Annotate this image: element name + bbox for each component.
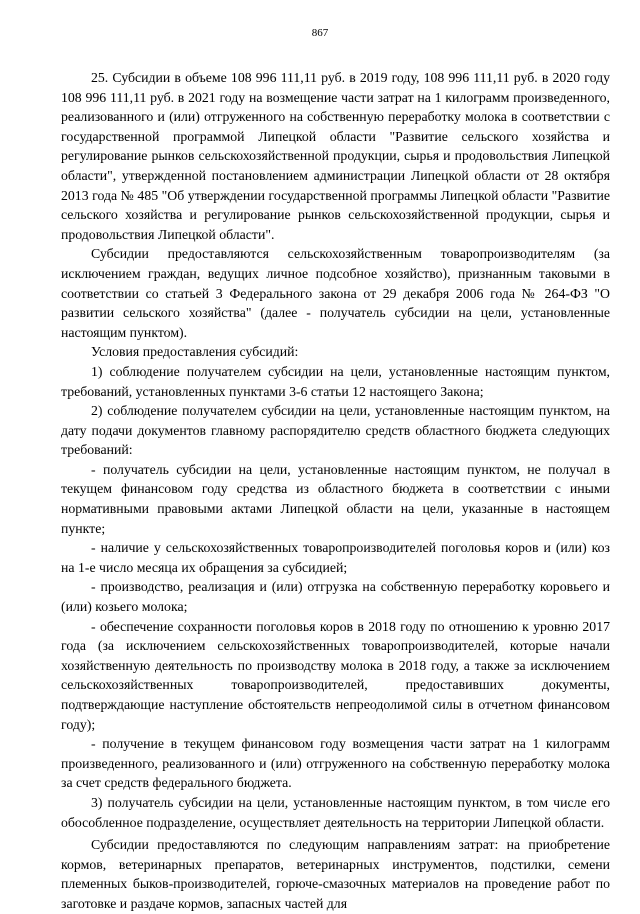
- paragraph-expense-directions: Субсидии предоставляются по следующим направлениям затрат: на приобретение кормов, ветеринарных препаратов, ветеринарных инструментов, подстилки, семени племенных быков-производителей, горюче-смазочных материалов на проведение работ по заготовке и раздаче кормов, запасных частей для: [61, 837, 610, 911]
- paragraph-condition-1: 1) соблюдение получателем субсидии на цели, установленные настоящим пунктом, требований, установленных пунктами 3-6 статьи 12 настоящего Закона;: [61, 363, 610, 399]
- paragraph-condition-2: 2) соблюдение получателем субсидии на цели, установленные настоящим пунктом, на дату подачи документов главному распорядителю средств областного бюджета следующих требований:: [61, 403, 610, 458]
- paragraph-recipients: Субсидии предоставляются сельскохозяйственным товаропроизводителям (за исключением граждан, ведущих личное подсобное хозяйство), признанным таковыми в соответствии со статьей 3 Федерального закона от 29 декабря 2006 года № 264-ФЗ "О развитии сельского хозяйства" (далее - получатель субсидии на цели, установленные настоящим пунктом).: [61, 246, 610, 340]
- paragraph-conditions-heading: Условия предоставления субсидий:: [91, 344, 299, 360]
- paragraph-requirement-production: - производство, реализация и (или) отгрузка на собственную переработку коровьего и (или) козьего молока;: [61, 579, 610, 615]
- paragraph-requirement-herd-preservation: - обеспечение сохранности поголовья коров в 2018 году по отношению к уровню 2017 года (за исключением сельскохозяйственных товаропроизводителей, которые начали хозяйственную деятельность по производству молока в 2018 году, а также за исключением сельскохозяйственных товаропроизводителей, предоставивших документы, подтверждающие наступление обстоятельств непреодолимой силы в отчетном финансовом году);: [61, 618, 610, 732]
- paragraph-item-25-subsidies: 25. Субсидии в объеме 108 996 111,11 руб. в 2019 году, 108 996 111,11 руб. в 2020 году 108 996 111,11 руб. в 2021 году на возмещение части затрат на 1 килограмм произведенного, реализованного и (или) отгруженного на собственную переработку молока в соответствии с государственной программой Липецкой области "Развитие сельского хозяйства и регулирование рынков сельскохозяйственной продукции, сырья и продовольствия Липецкой области", утвержденной постановлением администрации Липецкой области от 28 октября 2013 года № 485 "Об утверждении государственной программы Липецкой области "Развитие сельского хозяйства и регулирование рынков сельскохозяйственной продукции, сырья и продовольствия Липецкой области".: [61, 70, 610, 242]
- paragraph-requirement-no-other-funds: - получатель субсидии на цели, установленные настоящим пунктом, не получал в текущем финансовом году средства из областного бюджета в соответствии с иными нормативными правовыми актами Липецкой области на цели, указанные в настоящем пункте;: [61, 461, 610, 536]
- paragraph-condition-3: 3) получатель субсидии на цели, установленные настоящим пунктом, в том числе его обособленное подразделение, осуществляет деятельность на территории Липецкой области.: [61, 794, 610, 830]
- document-body: [61, 68, 610, 914]
- page-number: 867: [311, 27, 329, 39]
- paragraph-requirement-federal-compensation: - получение в текущем финансовом году возмещения части затрат на 1 килограмм произведенного, реализованного и (или) отгруженного на собственную переработку молока за счет средств федерального бюджета.: [61, 736, 610, 791]
- paragraph-requirement-livestock: - наличие у сельскохозяйственных товаропроизводителей поголовья коров и (или) коз на 1-е число месяца их обращения за субсидией;: [61, 540, 610, 575]
